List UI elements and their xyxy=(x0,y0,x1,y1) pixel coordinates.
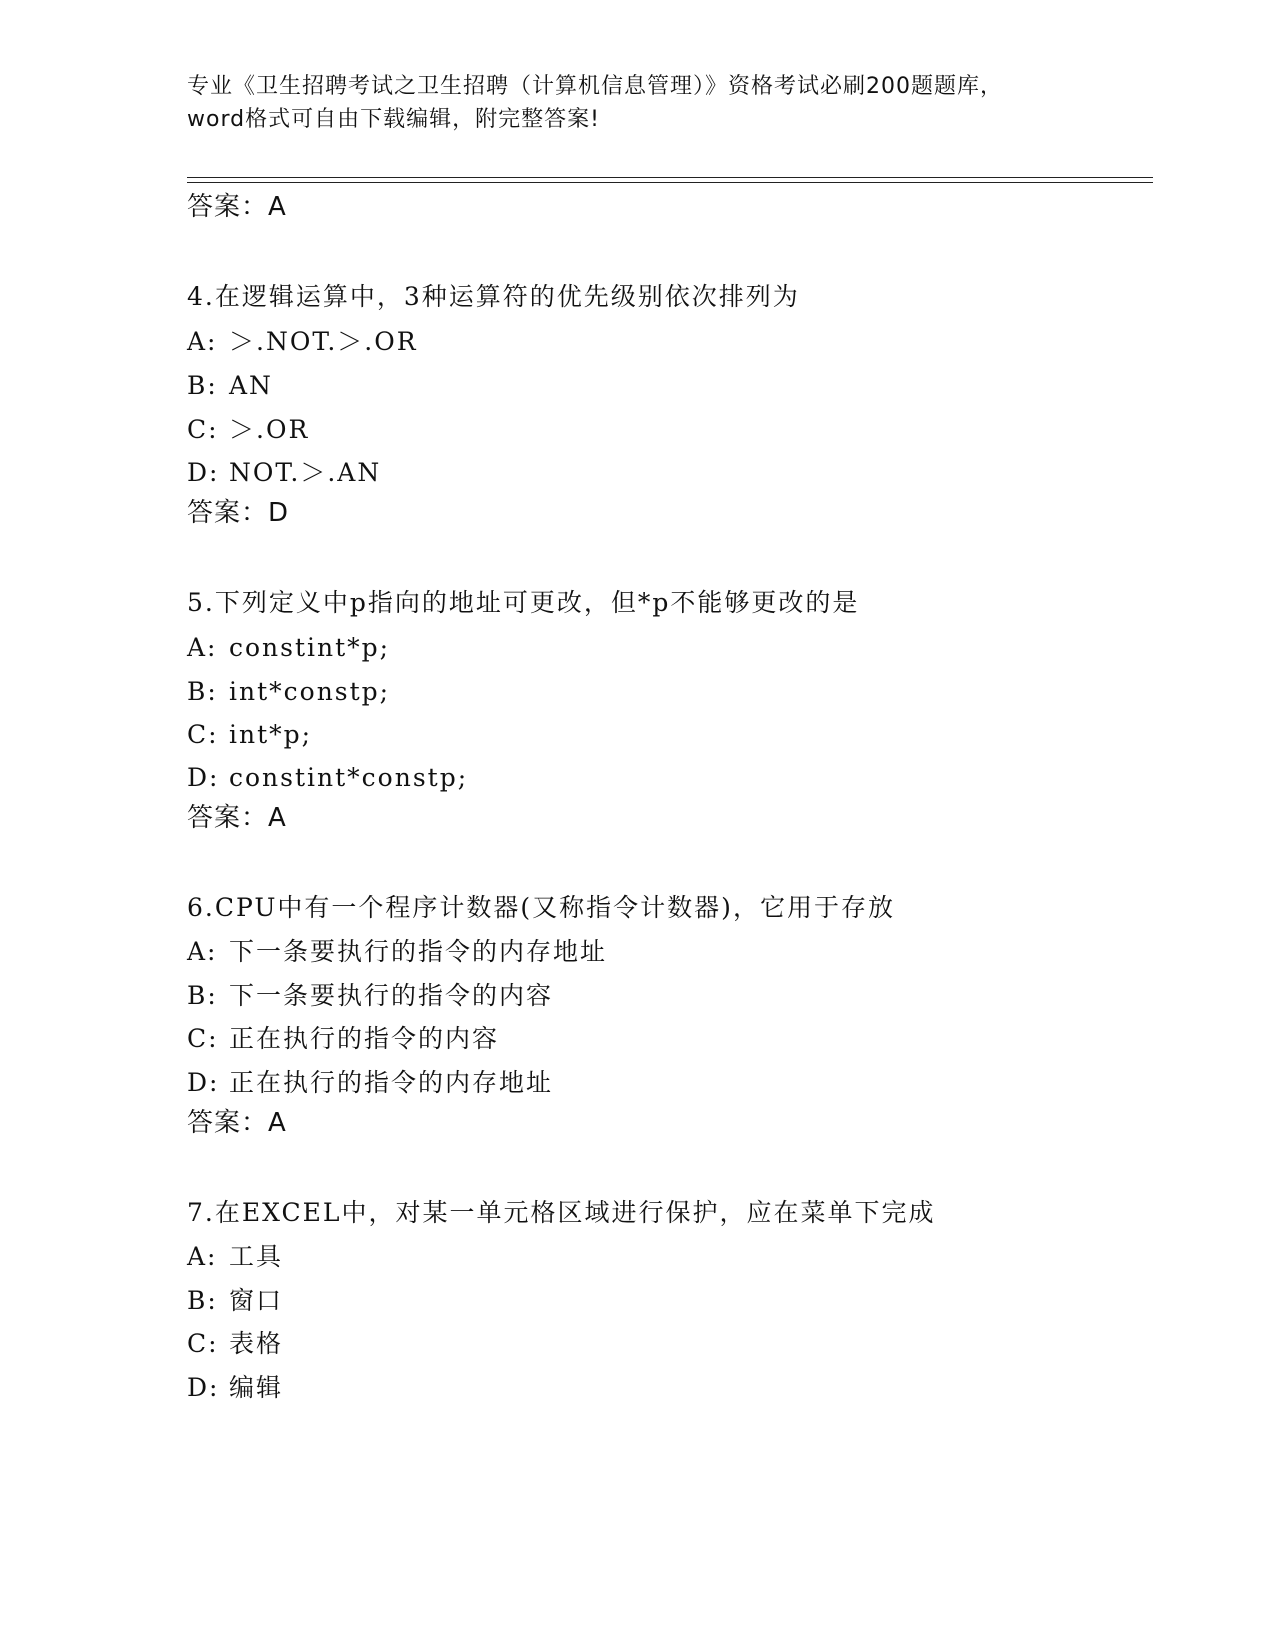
option-text: 下一条要执行的指令的内容 xyxy=(229,981,554,1010)
answer-value: A xyxy=(268,1108,287,1138)
option-label: A: xyxy=(187,937,218,966)
question-5-option-a xyxy=(187,631,390,665)
question-7-text: 7.在EXCEL中，对某一单元格区域进行保护，应在菜单下完成 xyxy=(187,1198,936,1227)
option-label: D: xyxy=(187,763,220,792)
question-6-option-a xyxy=(187,935,607,969)
option-label: A: xyxy=(187,327,218,356)
answer-value: A xyxy=(268,803,287,833)
option-label: A: xyxy=(187,633,218,662)
option-text: constint*p; xyxy=(229,633,391,662)
option-text: int*p; xyxy=(229,720,313,749)
question-6-option-c xyxy=(187,1022,499,1056)
question-4-option-d xyxy=(187,456,381,490)
header-line-2: word格式可自由下载编辑，附完整答案! xyxy=(187,107,600,132)
answer-prefix: 答案： xyxy=(187,498,269,528)
option-label: B: xyxy=(187,1286,218,1315)
header-divider-top xyxy=(187,177,1153,178)
option-text: 窗口 xyxy=(229,1286,284,1315)
header-divider-bottom xyxy=(187,182,1153,183)
question-7-option-b xyxy=(187,1284,283,1318)
question-6-option-b xyxy=(187,979,553,1013)
answer-value: A xyxy=(268,192,287,222)
answer-prefix: 答案： xyxy=(187,192,269,222)
option-text: ＞.OR xyxy=(229,415,310,444)
option-label: C: xyxy=(187,720,219,749)
question-4-option-a xyxy=(187,325,418,359)
question-4-option-b xyxy=(187,369,273,403)
document-header xyxy=(187,70,1107,136)
question-6-text: 6.CPU中有一个程序计数器(又称指令计数器)，它用于存放 xyxy=(187,893,895,922)
option-text: 表格 xyxy=(229,1329,284,1358)
option-label: B: xyxy=(187,981,218,1010)
question-5-option-d xyxy=(187,761,468,795)
question-6-answer xyxy=(187,1106,287,1140)
question-7-option-c xyxy=(187,1327,283,1361)
option-text: ＞.NOT.＞.OR xyxy=(229,327,418,356)
question-7-option-a xyxy=(187,1240,283,1274)
option-label: C: xyxy=(187,1024,219,1053)
question-4-text: 4.在逻辑运算中，3种运算符的优先级别依次排列为 xyxy=(187,282,800,311)
option-text: 编辑 xyxy=(229,1373,284,1402)
option-text: 工具 xyxy=(229,1242,284,1271)
header-line-1: 专业《卫生招聘考试之卫生招聘（计算机信息管理）》资格考试必刷200题题库， xyxy=(187,74,1003,99)
question-5-answer xyxy=(187,801,287,835)
option-text: 正在执行的指令的内存地址 xyxy=(229,1068,554,1097)
option-label: D: xyxy=(187,458,220,487)
option-text: 下一条要执行的指令的内存地址 xyxy=(229,937,608,966)
option-label: B: xyxy=(187,371,218,400)
option-label: D: xyxy=(187,1068,220,1097)
option-text: NOT.＞.AN xyxy=(229,458,382,487)
question-5-text: 5.下列定义中p指向的地址可更改，但*p不能够更改的是 xyxy=(187,588,860,617)
option-label: D: xyxy=(187,1373,220,1402)
question-7-option-d xyxy=(187,1371,283,1405)
option-label: A: xyxy=(187,1242,218,1271)
question-4-option-c xyxy=(187,413,309,447)
option-text: 正在执行的指令的内容 xyxy=(229,1024,500,1053)
option-text: constint*constp; xyxy=(229,763,469,792)
question-6-option-d xyxy=(187,1066,553,1100)
answer-line-prev xyxy=(187,190,287,224)
question-4-answer xyxy=(187,496,289,530)
option-text: int*constp; xyxy=(229,677,391,706)
answer-value: D xyxy=(268,498,290,528)
answer-prefix: 答案： xyxy=(187,803,269,833)
answer-prefix: 答案： xyxy=(187,1108,269,1138)
question-5-option-c xyxy=(187,718,312,752)
option-text: AN xyxy=(229,371,273,400)
option-label: C: xyxy=(187,415,219,444)
option-label: C: xyxy=(187,1329,219,1358)
question-5-option-b xyxy=(187,675,390,709)
option-label: B: xyxy=(187,677,218,706)
